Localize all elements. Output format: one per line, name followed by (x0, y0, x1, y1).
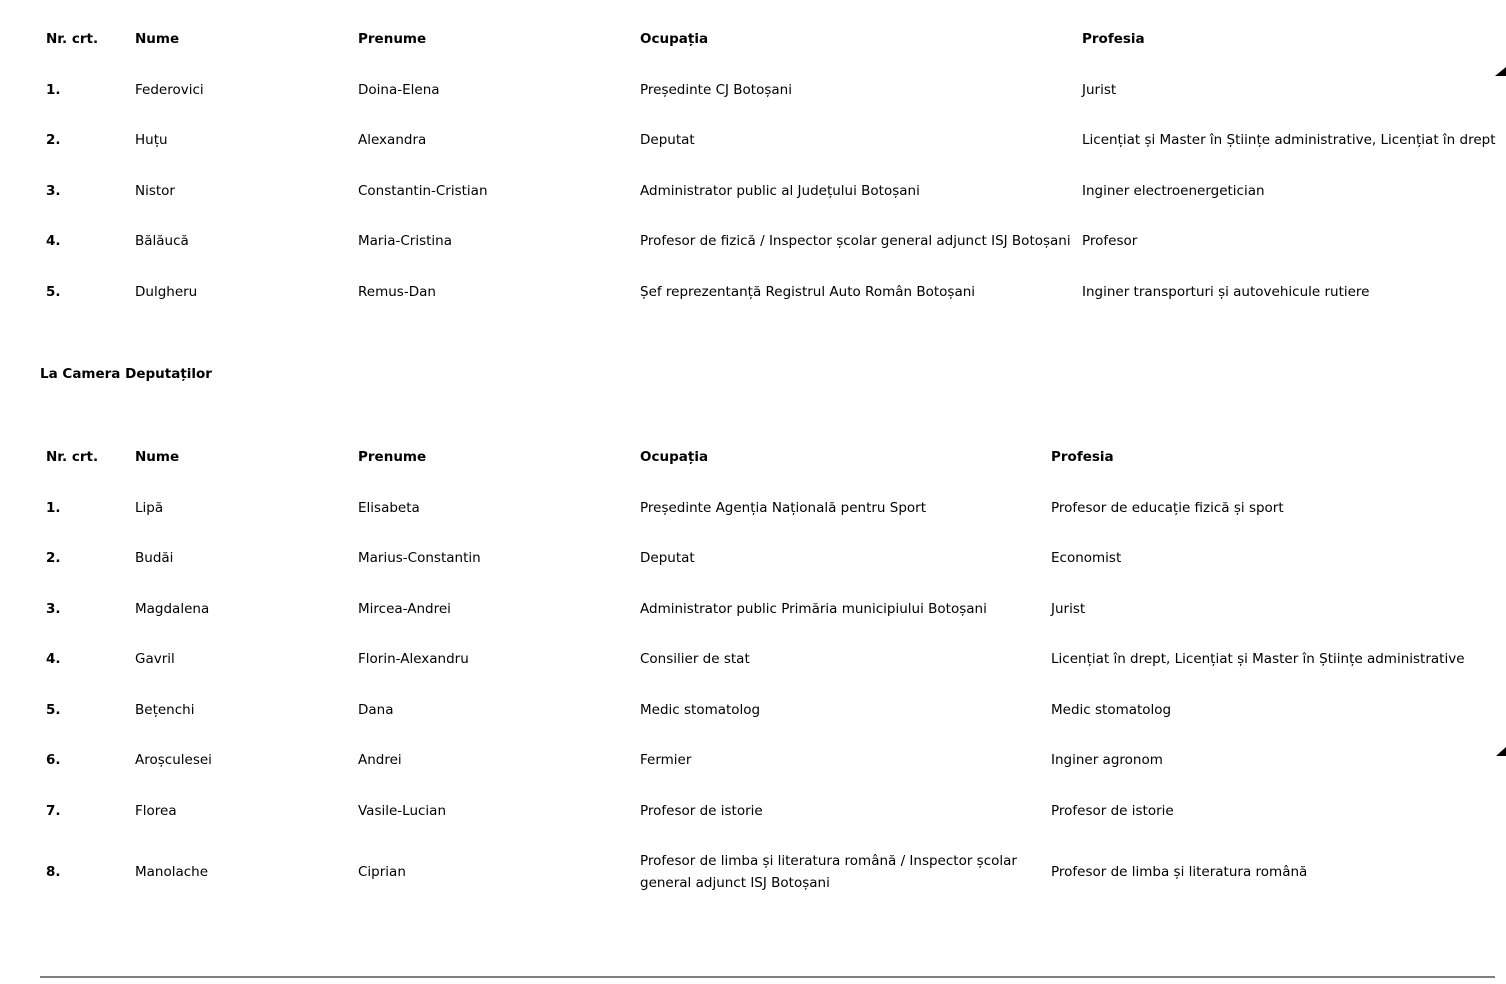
nume-cell: Manolache (135, 864, 209, 880)
table-row (46, 836, 1506, 908)
nume-cell: Magdalena (135, 600, 210, 617)
profesia-cell: Inginer electroenergetician (1082, 182, 1265, 199)
column-header-profesia: Profesia (1082, 31, 1145, 48)
table-row (46, 65, 1506, 116)
section-heading-camera-deputatilor: La Camera Deputaților (40, 366, 212, 382)
ocupatia-cell: Șef reprezentanță Registrul Auto Român Botoșani (640, 283, 976, 300)
nr-cell: 4. (46, 651, 61, 668)
ocupatia-cell: Consilier de stat (640, 651, 750, 668)
column-header-nr: Nr. crt. (46, 31, 99, 48)
table-row (46, 584, 1506, 635)
nr-cell: 5. (46, 283, 61, 300)
ocupatia-cell: Președinte CJ Botoșani (640, 81, 792, 98)
profesia-cell: Profesor de istorie (1051, 802, 1174, 819)
column-header-nr: Nr. crt. (46, 449, 99, 466)
nr-cell: 3. (46, 600, 61, 617)
nume-cell: Budăi (135, 550, 174, 567)
nume-cell: Dulgheru (135, 283, 198, 300)
table-row (46, 786, 1506, 837)
horizontal-divider (40, 976, 1495, 978)
table-deputies (46, 432, 1506, 908)
prenume-cell: Alexandra (358, 132, 427, 149)
table-row (46, 166, 1506, 217)
column-header-profesia: Profesia (1051, 449, 1114, 466)
nr-cell: 1. (46, 499, 61, 516)
profesia-cell: Inginer transporturi și autovehicule rutiere (1082, 283, 1370, 300)
nr-cell: 2. (46, 132, 61, 149)
prenume-cell: Elisabeta (358, 499, 420, 516)
nume-cell: Bălăucă (135, 233, 189, 250)
ocupatia-cell: Administrator public Primăria municipiului Botoșani (640, 600, 987, 617)
column-header-ocupatia: Ocupația (640, 449, 709, 466)
nume-cell: Gavril (135, 651, 175, 668)
nume-cell: Federovici (135, 81, 204, 98)
ocupatia-cell: Fermier (640, 752, 692, 769)
ocupatia-cell: Administrator public al Județului Botoșani (640, 182, 920, 199)
profesia-cell: Jurist (1051, 600, 1086, 617)
ocupatia-cell: Deputat (640, 550, 695, 567)
profesia-cell: Jurist (1082, 81, 1117, 98)
prenume-cell: Andrei (358, 752, 402, 769)
prenume-cell: Florin-Alexandru (358, 651, 469, 668)
ocupatia-cell: Președinte Agenția Națională pentru Sport (640, 499, 927, 516)
prenume-cell: Ciprian (358, 864, 406, 880)
table-row (46, 735, 1506, 786)
table-row (46, 634, 1506, 685)
profesia-cell: Licențiat în drept, Licențiat și Master în Științe administrative (1051, 651, 1465, 668)
table-header-row (46, 14, 1506, 65)
nr-cell: 7. (46, 802, 61, 819)
table-row (46, 685, 1506, 736)
ocupatia-cell: Deputat (640, 132, 695, 149)
column-header-prenume: Prenume (358, 31, 427, 48)
profesia-cell: Licențiat și Master în Științe administrative, Licențiat în drept (1082, 132, 1496, 149)
nume-cell: Nistor (135, 182, 175, 199)
ocupatia-cell: Medic stomatolog (640, 701, 761, 718)
prenume-cell: Marius-Constantin (358, 550, 481, 567)
ocupatia-cell: Profesor de limba și literatura română / Inspector școlar general adjunct ISJ Botoșani (640, 853, 1017, 891)
profesia-cell: Profesor de educație fizică și sport (1051, 499, 1284, 516)
prenume-cell: Vasile-Lucian (358, 802, 447, 819)
nume-cell: Florea (135, 802, 177, 819)
nr-cell: 8. (46, 864, 61, 880)
table-row (46, 267, 1506, 318)
profesia-cell: Inginer agronom (1051, 752, 1163, 769)
column-header-nume: Nume (135, 31, 180, 48)
ocupatia-cell: Profesor de fizică / Inspector școlar general adjunct ISJ Botoșani (640, 233, 1071, 250)
table-row (46, 216, 1506, 267)
profesia-cell: Profesor de limba și literatura română (1051, 864, 1308, 880)
nr-cell: 1. (46, 81, 61, 98)
nume-cell: Aroșculesei (135, 752, 212, 769)
nr-cell: 6. (46, 752, 61, 769)
nume-cell: Bețenchi (135, 701, 195, 718)
column-header-nume: Nume (135, 449, 180, 466)
ocupatia-cell: Profesor de istorie (640, 802, 763, 819)
column-header-prenume: Prenume (358, 449, 427, 466)
nr-cell: 5. (46, 701, 61, 718)
prenume-cell: Doina-Elena (358, 81, 440, 98)
table-upper (46, 14, 1506, 317)
table-row (46, 483, 1506, 534)
profesia-cell: Medic stomatolog (1051, 701, 1172, 718)
column-header-ocupatia: Ocupația (640, 31, 709, 48)
nr-cell: 4. (46, 233, 61, 250)
prenume-cell: Dana (358, 701, 394, 718)
profesia-cell: Profesor (1082, 233, 1138, 250)
prenume-cell: Maria-Cristina (358, 233, 452, 250)
nume-cell: Lipă (135, 499, 164, 516)
table-row (46, 115, 1506, 166)
prenume-cell: Constantin-Cristian (358, 182, 488, 199)
prenume-cell: Remus-Dan (358, 283, 436, 300)
nr-cell: 2. (46, 550, 61, 567)
table-row (46, 533, 1506, 584)
table-header-row (46, 432, 1506, 483)
nume-cell: Huțu (135, 132, 168, 149)
prenume-cell: Mircea-Andrei (358, 600, 451, 617)
nr-cell: 3. (46, 182, 61, 199)
profesia-cell: Economist (1051, 550, 1122, 567)
